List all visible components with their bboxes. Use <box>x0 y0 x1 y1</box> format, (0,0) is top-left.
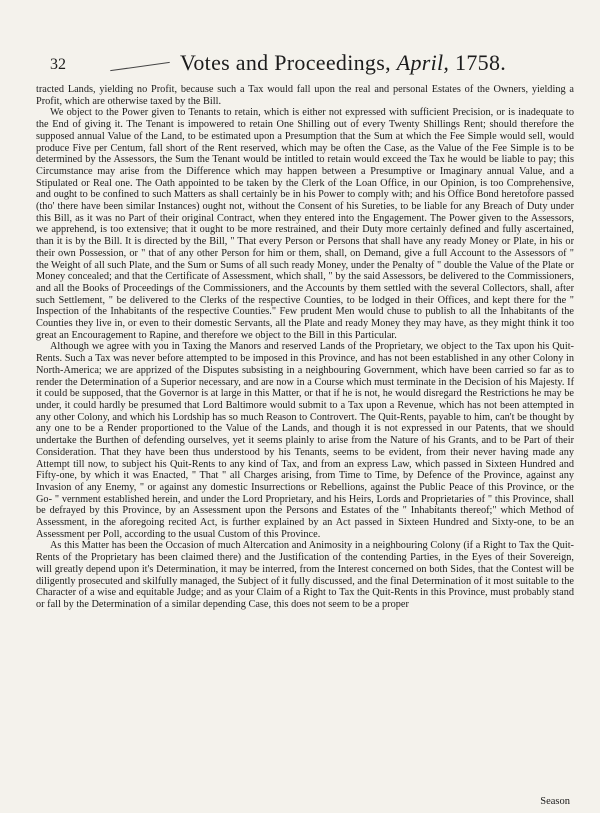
paragraph-1: tracted Lands, yielding no Profit, because such a Tax would fall upon the real and personal Estates of the Owners, yielding a Profit, which are otherwise taxed by the Bill. <box>36 84 574 107</box>
title-year: 1758. <box>455 50 507 75</box>
catchword: Season <box>540 796 570 807</box>
paragraph-3: Although we agree with you in Taxing the Manors and reserved Lands of the Proprietary, we object to the Tax upon his Quit-Rents. Such a Tax was never before attempted to be imposed in this Province, and has not been established in any other Colony in North-America; we are apprized of the Disputes subsisting in a neighbouring Government, which have been carried so far as to render the Determination of a Superior necessary, and are now in a Course which must terminate in the Decision of his Majesty. If it could be supposed, that the Governor is at large in this Matter, or that if he is not, he would disregard the Restrictions he may be under, it could hardly be presumed that Lord Baltimore would submit to a Tax upon a Revenue, which has not been attempted in any other Colony, and which his Lordship has so much Reason to Controvert. The Quit-Rents, payable to him, can't be thought by any one to be a Render proportioned to the Value of the Lands, and though it is not expressed in our Patents, that we should undertake the Burthen of defending ourselves, yet it seems plainly to arise from the Nature of his Grants, and to be Part of their Consideration. That they have been thus understood by his Tenants, seems to be evident, from their never having made any Attempt till now, to subject his Quit-Rents to any kind of Tax, and from an express Law, which passed in Sixteen Hundred and Fifty-one, by which it was Enacted, " That " all Charges arising, from Time to Time, by Defence of the Province, against any Invasion of any Enemy, " or against any domestic Insurrections or Rebellions, against the Public Peace of this Province, or the Go- " vernment established herein, and under the Lord Proprietary, and his Heirs, Lords and Proprietaries of " this Province, shall be defrayed by this Province, by an Assessment upon the Persons and Estates of the " Inhabitants thereof;" which Method of Assessment, in the aforegoing recited Act, is further explained by an Act passed in Sixteen Hundred and Sixty-one, to be an Assessment per Poll, according to the usual Custom of this Province. <box>36 341 574 540</box>
paragraph-4: As this Matter has been the Occasion of much Altercation and Animosity in a neighbouring Colony (if a Right to Tax the Quit-Rents of the Proprietary has been claimed there) and the Justification of the contending Parties, in the Eyes of their Sovereign, will greatly depend upon it's Determination, it may be interred, from the Interest concerned on both Sides, that the Contest will be diligently prosecuted and skilfully managed, the Subject of it fully discussed, and the final Determination of it most suitable to the Character of a wise and equitable Judge; and as your Claim of a Right to Tax the Quit-Rents in this Province, must probably stand or fall by the Determination of a similar depending Case, this does not seem to be a proper <box>36 540 574 610</box>
title-month: April, <box>396 50 450 75</box>
page-title <box>180 50 506 76</box>
page-header <box>50 50 540 78</box>
document-body <box>36 84 574 611</box>
header-flourish <box>110 62 170 71</box>
title-prefix: Votes and Proceedings, <box>180 50 391 75</box>
page-number: 32 <box>50 56 66 73</box>
paragraph-2: We object to the Power given to Tenants to retain, which is either not expressed with sufficient Precision, or is inadequate to the End of giving it. The Tenant is impowered to retain One Shilling out of every Twenty Shillings Rent; should therefore the supposed annual Value of the Land, to be estimated upon a Presumption that the Sum at which the Fee Simple would sell, would produce Five per Centum, fall short of the Rent reserved, which may be often the Case, as the Value of the Fee Simple is to be determined by the Assessors, the Sum the Tenant would be intitled to retain would exceed the Tax he would be liable to pay; this Circumstance may arise from the Difference which may happen between a Presumptive or Imaginary annual Value, and a Stipulated or Real one. The Oath appointed to be taken by the Clerk of the Loan Office, in our Opinion, is too Comprehensive, and ought to be confined to such Matters as shall certainly be in his Power to comply with; and his Office Bond heretofore passed (tho' there have been similar Instances) ought not, without the Consent of his Sureties, to be liable for any Breach of Duty under this Bill, as it was no Part of their original Contract, when they entered into the Engagement. The Power given to the Assessors, we apprehend, is too extensive; that it ought to be more restrained, and their Duty more certainly defined and fully ascertained, than it is by the Bill. It is directed by the Bill, " That every Person or Persons that shall have any ready Money or Plate, in his or their own Possession, or " that of any other Person for him or them, shall, on Demand, give a full Account to the Assessors of " the Weight of all such Plate, and the Sum or Sums of all such ready Money, under the Penalty of " double the Value of the Plate or Money concealed; and that the Certificate of Assessment, which shall, " by the said Assessors, be delivered to the Commissioners, and all the Books of Proceedings of the Commissioners, and the Accounts by them settled with the several Collectors, shall, after such Settlement, " be delivered to the Clerks of the respective Counties, to be lodged in their Offices, and kept there for the " Inspection of the Inhabitants of the respective Counties." Few prudent Men would chuse to publish to all the Inhabitants of the Counties they live in, or even to their domestic Servants, all the Plate and ready Money they may have, as they might think it too great an Encouragement to Rapine, and therefore we object to the Bill in this Particular. <box>36 107 574 341</box>
